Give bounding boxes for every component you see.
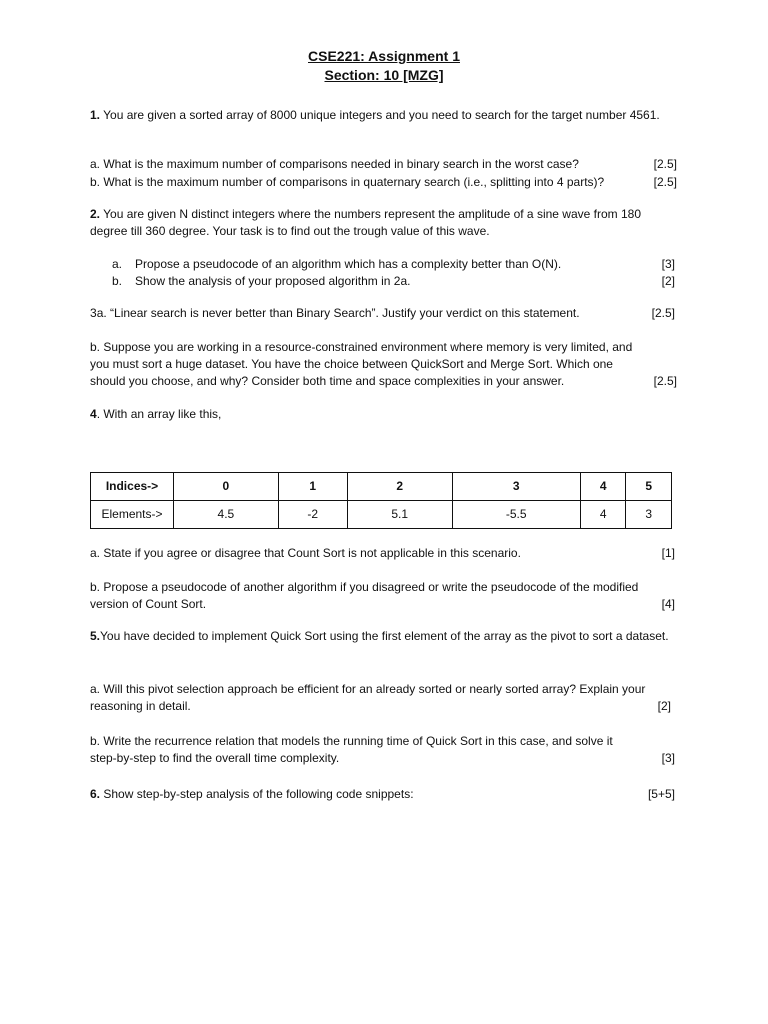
question-5-number: 5. <box>90 629 101 643</box>
index-cell: 0 <box>174 473 279 501</box>
question-4-text: . With an array like this, <box>96 407 222 421</box>
question-6-text: Show step-by-step analysis of the following code snippets: <box>100 787 414 801</box>
question-5b-line-1: b. Write the recurrence relation that models the running time of Quick Sort in this case, and solve it <box>90 734 613 748</box>
element-cell: 5.1 <box>347 501 452 529</box>
question-1-number: 1. <box>90 108 101 122</box>
question-6-number: 6. <box>90 787 101 801</box>
element-cell: 4.5 <box>174 501 279 529</box>
index-cell: 1 <box>278 473 347 501</box>
question-5a-line-1: a. Will this pivot selection approach be efficient for an already sorted or nearly sorted array? Explain your <box>90 682 646 696</box>
question-5b-line-2: step-by-step to find the overall time complexity. <box>90 751 340 765</box>
section-title: Section: 10 [MZG] <box>324 67 444 83</box>
question-5-text: You have decided to implement Quick Sort using the first element of the array as the pivot to sort a dataset. <box>100 629 669 643</box>
question-4b-mark: [4] <box>661 597 675 611</box>
question-2-text: You are given N distinct integers where the numbers represent the amplitude of a sine wave from 180 degree till 360 degree. Your task is to find out the trough value of this wave. <box>90 207 641 238</box>
question-2a-mark: [3] <box>661 257 675 271</box>
question-3b-line-1: b. Suppose you are working in a resource-constrained environment where memory is very limited, and <box>90 340 633 354</box>
elements-label: Elements-> <box>91 501 174 529</box>
index-cell: 5 <box>626 473 672 501</box>
question-3b-line-3: should you choose, and why? Consider both time and space complexities in your answer. <box>90 374 565 388</box>
question-3a-mark: [2.5] <box>651 306 675 320</box>
question-2b-letter: b. <box>112 274 123 288</box>
question-3a-text: a. “Linear search is never better than Binary Search”. Justify your verdict on this statement. <box>96 306 580 320</box>
question-5a <box>90 681 675 715</box>
question-6-mark: [5+5] <box>647 787 675 801</box>
question-3b-mark: [2.5] <box>653 374 677 388</box>
question-1b-text: b. What is the maximum number of comparisons in quaternary search (i.e., splitting into 4 parts)? <box>90 175 605 189</box>
question-4a-mark: [1] <box>661 546 675 560</box>
array-table <box>90 472 672 529</box>
question-1a-text: a. What is the maximum number of comparisons needed in binary search in the worst case? <box>90 157 579 171</box>
question-3-number: 3 <box>90 306 97 320</box>
element-cell: -2 <box>278 501 347 529</box>
element-cell: 4 <box>580 501 626 529</box>
array-indices-row <box>91 473 672 501</box>
index-cell: 4 <box>580 473 626 501</box>
question-4b-line-1: b. Propose a pseudocode of another algorithm if you disagreed or write the pseudocode of the modified <box>90 580 639 594</box>
question-4-number: 4 <box>90 407 97 421</box>
question-4b-line-2: version of Count Sort. <box>90 597 207 611</box>
question-2 <box>90 206 680 240</box>
question-4 <box>90 406 680 423</box>
question-5b <box>90 733 675 767</box>
question-2a-text: Propose a pseudocode of an algorithm which has a complexity better than O(N). <box>135 257 562 271</box>
question-5 <box>90 628 680 645</box>
question-2a-letter: a. <box>112 257 123 271</box>
indices-label: Indices-> <box>91 473 174 501</box>
element-cell: 3 <box>626 501 672 529</box>
question-2b-text: Show the analysis of your proposed algorithm in 2a. <box>135 274 411 288</box>
question-5b-mark: [3] <box>661 751 675 765</box>
question-1 <box>90 107 680 124</box>
array-elements-row <box>91 501 672 529</box>
element-cell: -5.5 <box>452 501 580 529</box>
question-4b <box>90 579 675 613</box>
index-cell: 3 <box>452 473 580 501</box>
question-4a-text: a. State if you agree or disagree that Count Sort is not applicable in this scenario. <box>90 546 521 560</box>
question-1b-mark: [2.5] <box>653 175 677 189</box>
index-cell: 2 <box>347 473 452 501</box>
question-1a-mark: [2.5] <box>653 157 677 171</box>
question-5a-line-2: reasoning in detail. <box>90 699 191 713</box>
assignment-title: CSE221: Assignment 1 <box>308 48 460 64</box>
question-5a-mark: [2] <box>657 699 671 713</box>
question-2b-mark: [2] <box>661 274 675 288</box>
question-3b-line-2: you must sort a huge dataset. You have the choice between QuickSort and Merge Sort. Which one <box>90 357 613 371</box>
question-1-text: You are given a sorted array of 8000 unique integers and you need to search for the target number 4561. <box>100 108 660 122</box>
question-3b <box>90 339 675 390</box>
question-2-number: 2. <box>90 207 101 221</box>
